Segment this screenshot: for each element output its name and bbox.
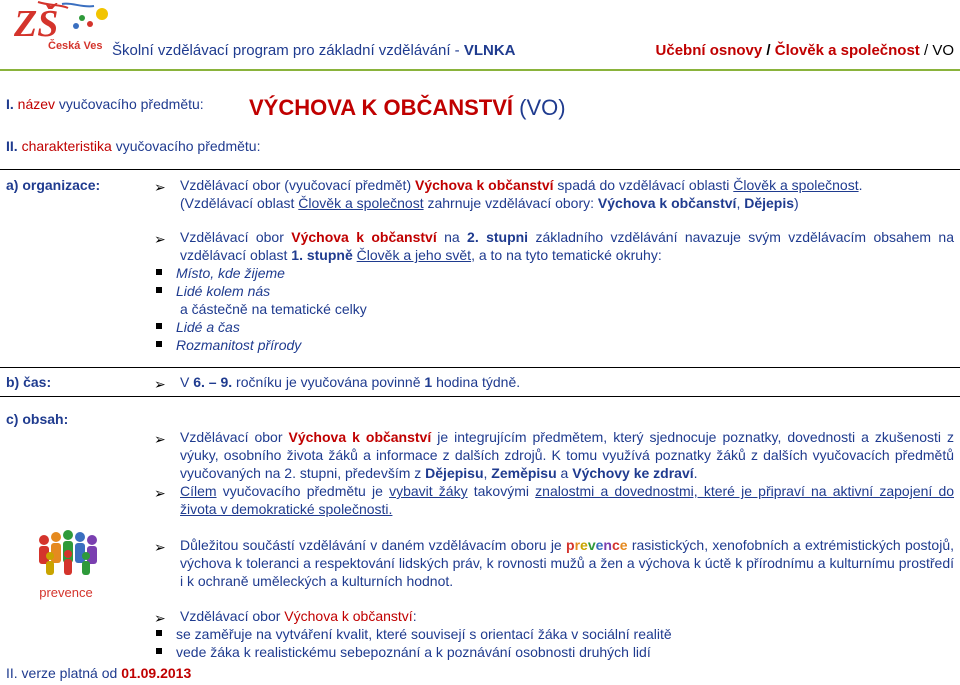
- list-item: se zaměřuje na vytváření kvalit, které souvisejí s orientací žáka v sociální realitě: [156, 625, 672, 643]
- arrow-bullet-icon: ➢: [154, 231, 166, 247]
- content-bullet-list: [156, 625, 672, 661]
- logo-subtitle: Česká Ves: [48, 40, 103, 52]
- square-bullet-icon: [156, 323, 162, 329]
- arrow-bullet-icon: ➢: [154, 485, 166, 501]
- prevence-illustration: [34, 530, 104, 600]
- table-row-divider: [0, 367, 960, 368]
- subject-label: I. název vyučovacího předmětu:: [6, 96, 204, 112]
- arrow-bullet-icon: ➢: [154, 539, 166, 555]
- arrow-bullet-icon: ➢: [154, 431, 166, 447]
- list-item: a částečně na tematické celky: [180, 301, 367, 317]
- header-divider: [0, 69, 960, 71]
- list-item: Lidé a čas: [156, 318, 367, 336]
- arrow-bullet-icon: ➢: [154, 376, 166, 392]
- list-item: Místo, kde žijeme: [156, 264, 367, 282]
- logo-text: ZŠ: [14, 3, 59, 45]
- time-paragraph: ➢ V 6. – 9. ročníku je vyučována povinně 1 hodina týdně.: [154, 374, 521, 392]
- section-label-time: b) čas:: [6, 374, 52, 390]
- content-paragraph-3: ➢ Důležitou součástí vzdělávání v daném vzdělávacím oboru je prevence rasistických, xenofobních a extrémistických postojů, výchova k toleranci a respektování lidských práv, k rovnosti mužů a žen a výchova k úctě k přírodnímu a kulturnímu prostředí i k ochraně uměleckých a kulturních hodnot.: [154, 537, 955, 589]
- list-item: vede žáka k realistickému sebepoznání a k poznávání osobnosti druhých lidí: [156, 643, 672, 661]
- list-item: Lidé kolem nás: [156, 282, 367, 300]
- prevence-caption: prevence: [39, 585, 93, 600]
- table-row-divider: [0, 396, 960, 397]
- breadcrumb-item: Učební osnovy: [655, 42, 763, 59]
- breadcrumb-item: Člověk a společnost: [774, 42, 920, 59]
- prevence-word: prevence: [566, 537, 628, 553]
- arrow-bullet-icon: ➢: [154, 610, 166, 626]
- arrow-bullet-icon: ➢: [154, 179, 166, 195]
- square-bullet-icon: [156, 630, 162, 636]
- square-bullet-icon: [156, 648, 162, 654]
- content-paragraph-1: ➢ Vzdělávací obor Výchova k občanství je integrujícím předmětem, který sjednocuje poznatky, dovednosti a zkušenosti z výuky, osobního života žáků a informace z dalších zdrojů. K tomu využívá poznatky žáků z dalších vyučovacích předmětů vyučovaných na 2. stupni, především z Dějepisu, Zeměpisu a Výchovy ke zdraví.: [154, 429, 954, 481]
- program-title: Školní vzdělávací program pro základní vzdělávání - VLNKA: [112, 42, 516, 59]
- square-bullet-icon: [156, 341, 162, 347]
- content-paragraph-2: ➢ Cílem vyučovacího předmětu je vybavit žáky takovými znalostmi a dovednostmi, které je připraví na aktivní zapojení do života v demokratické společnosti.: [154, 483, 955, 517]
- list-item: Rozmanitost přírody: [156, 336, 367, 354]
- table-border-top: [0, 169, 960, 170]
- section-label-organization: a) organizace:: [6, 177, 101, 193]
- breadcrumb: Učební osnovy / Člověk a společnost / VO: [655, 42, 954, 59]
- school-logo: [10, 0, 110, 58]
- organization-paragraph-1: ➢ Vzdělávací obor (vyučovací předmět) Výchova k občanství spadá do vzdělávací oblasti Člověk a společnost. (Vzdělávací oblast Člověk a společnost zahrnuje vzdělávací obory: Výchova k občanství, Dějepis): [154, 177, 863, 211]
- version-footer: II. verze platná od 01.09.2013: [6, 665, 192, 681]
- subject-name: VÝCHOVA K OBČANSTVÍ (VO): [249, 95, 566, 120]
- organization-paragraph-2: ➢ Vzdělávací obor Výchova k občanství na 2. stupni základního vzdělávání navazuje svým vzdělávacím obsahem na vzdělávací oblast 1. stupně Člověk a jeho svět, a to na tyto tematické okruhy:: [154, 229, 954, 263]
- topic-list: [156, 264, 367, 354]
- characteristic-label: II. charakteristika vyučovacího předmětu:: [6, 138, 261, 154]
- content-paragraph-4: ➢ Vzdělávací obor Výchova k občanství:: [154, 608, 417, 626]
- people-group-icon: [34, 530, 104, 578]
- section-label-content: c) obsah:: [6, 411, 69, 427]
- square-bullet-icon: [156, 287, 162, 293]
- square-bullet-icon: [156, 269, 162, 275]
